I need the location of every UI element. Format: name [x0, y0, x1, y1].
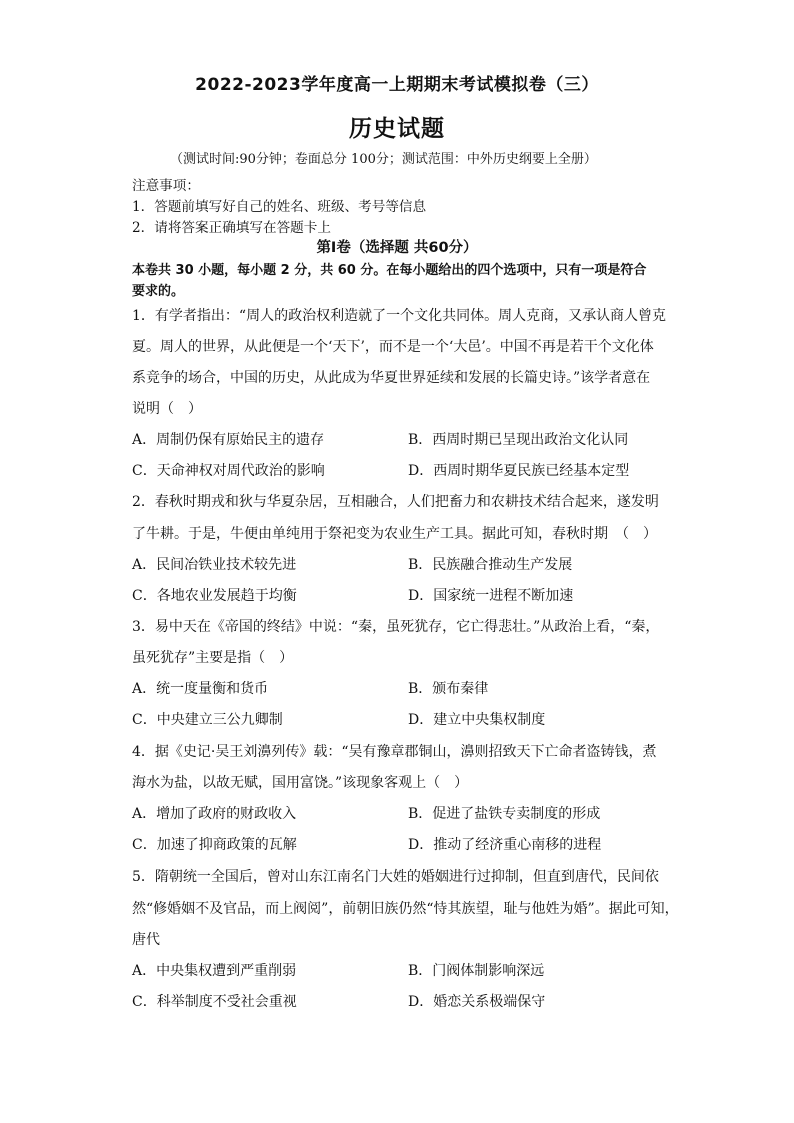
question-1-text: 夏。周人的世界，从此便是一个‘天下’，而不是一个‘大邑’。中国不再是若干个文化体 [132, 339, 654, 355]
notes-item: 2．请将答案正确填写在答题卡上 [132, 220, 331, 236]
question-5-option-b: B．门阀体制影响深远 [408, 963, 545, 979]
question-5-text: 5．隋朝统一全国后，曾对山东江南名门大姓的婚姻进行过抑制，但直到唐代，民间依 [132, 869, 659, 885]
question-3-option-d: D．建立中央集权制度 [408, 712, 546, 728]
exam-title: 2022-2023学年度高一上期期末考试模拟卷（三） [195, 75, 599, 95]
exam-meta: （测试时间:90分钟；卷面总分 100分；测试范围：中外历史纲要上全册） [170, 152, 597, 167]
question-1-option-b: B．西周时期已呈现出政治文化认同 [408, 432, 629, 448]
question-2-option-a: A．民间冶铁业技术较先进 [132, 557, 297, 573]
notes-heading: 注意事项： [132, 178, 200, 194]
question-3-text: 虽死犹存”主要是指（ ） [132, 650, 294, 666]
question-2-option-c: C．各地农业发展趋于均衡 [132, 588, 297, 604]
notes-item: 1．答题前填写好自己的姓名、班级、考号等信息 [132, 199, 427, 215]
question-1-text: 说明（ ） [132, 401, 202, 417]
question-2-option-b: B．民族融合推动生产发展 [408, 557, 573, 573]
question-3-text: 3．易中天在《帝国的终结》中说：“秦，虽死犹存，它亡得悲壮。”从政治上看，“秦， [132, 619, 660, 635]
subject-title: 历史试题 [349, 116, 445, 142]
question-4-option-d: D．推动了经济重心南移的进程 [408, 837, 602, 853]
question-2-text: 2．春秋时期戎和狄与华夏杂居，互相融合，人们把畜力和农耕技术结合起来，遂发明 [132, 494, 659, 510]
question-4-option-a: A．增加了政府的财政收入 [132, 806, 297, 822]
question-3-option-c: C．中央建立三公九卿制 [132, 712, 283, 728]
section-intro: 要求的。 [132, 284, 185, 299]
question-5-option-a: A．中央集权遭到严重削弱 [132, 963, 297, 979]
question-3-option-a: A．统一度量衡和货币 [132, 681, 269, 697]
section-title: 第I卷（选择题 共60分） [316, 240, 478, 256]
question-1-text: 1．有学者指出：“周人的政治权利造就了一个文化共同体。周人克商，又承认商人曾克 [132, 308, 667, 324]
question-4-text: 4．据《史记·吴王刘濞列传》载：“吴有豫章郡铜山，濞则招致天下亡命者盗铸钱，煮 [132, 744, 657, 760]
question-1-option-a: A．周制仍保有原始民主的遗存 [132, 432, 325, 448]
question-1-text: 系竞争的场合，中国的历史，从此成为华夏世界延续和发展的长篇史诗。”该学者意在 [132, 370, 651, 386]
question-1-option-d: D．西周时期华夏民族已经基本定型 [408, 463, 630, 479]
section-intro: 本卷共 30 小题，每小题 2 分，共 60 分。在每小题给出的四个选项中，只有一项是符合 [132, 263, 647, 278]
question-4-option-b: B．促进了盐铁专卖制度的形成 [408, 806, 601, 822]
question-5-option-d: D．婚恋关系极端保守 [408, 994, 546, 1010]
question-4-text: 海水为盐，以故无赋，国用富饶。”该现象客观上（ ） [132, 775, 469, 791]
question-5-option-c: C．科举制度不受社会重视 [132, 994, 297, 1010]
question-3-option-b: B．颁布秦律 [408, 681, 489, 697]
question-4-option-c: C．加速了抑商政策的瓦解 [132, 837, 297, 853]
question-5-text: 唐代 [132, 932, 160, 948]
question-5-text: 然“修婚姻不及官品，而上阀阅”，前朝旧族仍然“恃其族望，耻与他姓为婚”。据此可知， [132, 901, 679, 917]
question-1-option-c: C．天命神权对周代政治的影响 [132, 463, 325, 479]
question-2-text: 了牛耕。于是，牛便由单纯用于祭祀变为农业生产工具。据此可知，春秋时期 （ ） [132, 526, 657, 542]
question-2-option-d: D．国家统一进程不断加速 [408, 588, 574, 604]
